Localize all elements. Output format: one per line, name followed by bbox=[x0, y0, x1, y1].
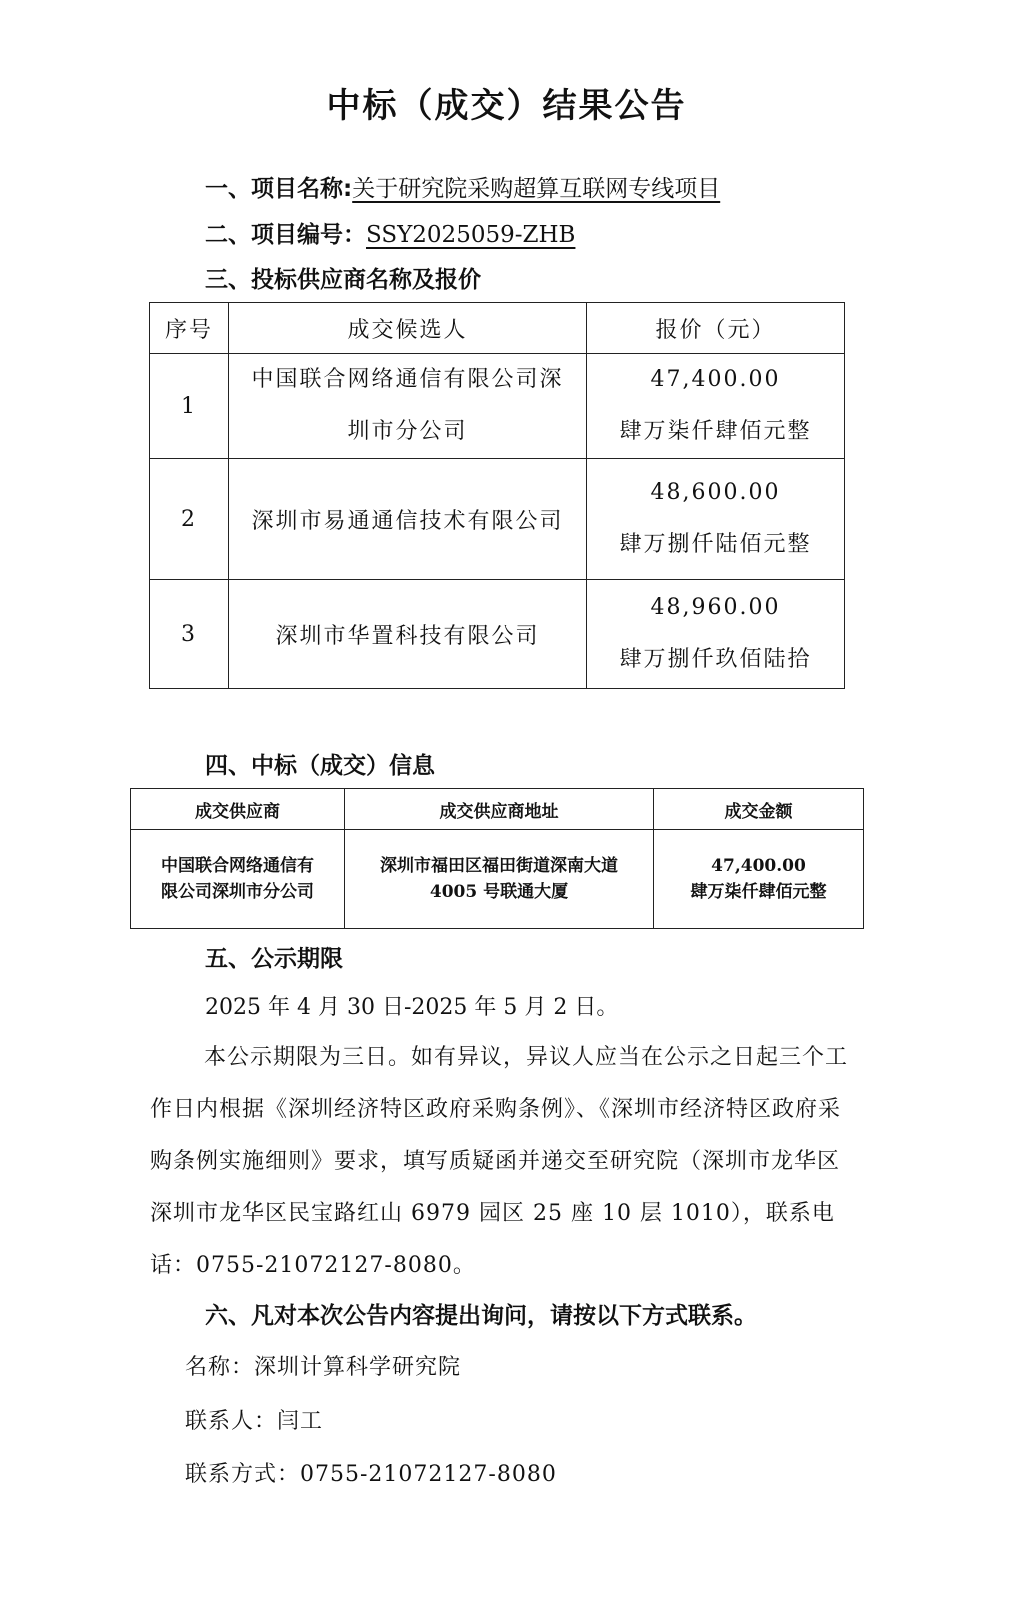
award-table-header bbox=[131, 789, 864, 830]
notice-period-dates: 2025 年 4 月 30 日-2025 年 5 月 2 日。 bbox=[205, 995, 619, 1020]
bid-section-heading: 三、投标供应商名称及报价 bbox=[205, 267, 481, 293]
bid-price bbox=[587, 459, 845, 580]
bid-amount: 47,400.00 bbox=[650, 367, 781, 392]
award-supplier bbox=[131, 830, 345, 929]
award-header-address: 成交供应商地址 bbox=[345, 789, 654, 830]
award-table bbox=[130, 788, 864, 929]
notice-period-heading: 五、公示期限 bbox=[205, 946, 343, 972]
bid-header-name: 成交候选人 bbox=[229, 303, 587, 354]
bid-table-header bbox=[150, 303, 845, 354]
contact-phone: 联系方式：0755-21072127-8080 bbox=[185, 1462, 557, 1487]
bid-supplier-line: 圳市分公司 bbox=[347, 419, 468, 444]
bid-table bbox=[149, 302, 845, 689]
contact-name: 名称：深圳计算科学研究院 bbox=[185, 1355, 462, 1380]
project-name-row bbox=[205, 170, 720, 203]
award-address-line: 深圳市福田区福田街道深南大道 bbox=[380, 856, 618, 876]
bid-header-price: 报价（元） bbox=[587, 303, 845, 354]
bid-supplier bbox=[229, 580, 587, 689]
bid-amount: 48,960.00 bbox=[650, 595, 781, 620]
page-title: 中标（成交）结果公告 bbox=[326, 86, 687, 126]
project-name-value: 关于研究院采购超算互联网专线项目 bbox=[352, 176, 721, 202]
bid-price bbox=[587, 580, 845, 689]
table-row bbox=[150, 580, 845, 689]
bid-supplier-line: 中国联合网络通信有限公司深 bbox=[251, 367, 564, 392]
bid-amount-words: 肆万捌仟玖佰陆拾 bbox=[619, 647, 812, 672]
award-amount: 47,400.00 bbox=[711, 856, 806, 876]
project-code-label: 二、项目编号： bbox=[205, 222, 366, 248]
bid-amount: 48,600.00 bbox=[650, 480, 781, 505]
project-name-label: 一、项目名称: bbox=[205, 176, 353, 202]
bid-header-no: 序号 bbox=[150, 303, 229, 354]
award-supplier-line: 限公司深圳市分公司 bbox=[161, 882, 314, 902]
table-row bbox=[131, 830, 864, 929]
award-supplier-line: 中国联合网络通信有 bbox=[161, 856, 314, 876]
table-row bbox=[150, 459, 845, 580]
bid-amount-words: 肆万柒仟肆佰元整 bbox=[619, 419, 812, 444]
bid-amount-words: 肆万捌仟陆佰元整 bbox=[619, 532, 812, 557]
contact-person: 联系人：闫工 bbox=[185, 1409, 324, 1434]
bid-no: 2 bbox=[150, 459, 229, 580]
table-row bbox=[150, 354, 845, 459]
bid-no: 1 bbox=[150, 354, 229, 459]
bid-supplier-line: 深圳市华置科技有限公司 bbox=[275, 623, 540, 649]
award-address bbox=[345, 830, 654, 929]
award-amount-cell bbox=[654, 830, 864, 929]
notice-period-text: 本公示期限为三日。如有异议，异议人应当在公示之日起三个工作日内根据《深圳经济特区政府采购条例》、《深圳市经济特区政府采购条例实施细则》要求，填写质疑函并递交至研究院（深圳市龙华区深圳市龙华区民宝路红山 6979 园区 25 座 10 层 1010），联系电话：0755-21072127-8080。 bbox=[150, 1045, 849, 1278]
award-address-line: 4005 号联通大厦 bbox=[429, 882, 569, 902]
project-code-row bbox=[205, 216, 575, 249]
bid-supplier bbox=[229, 459, 587, 580]
bid-supplier bbox=[229, 354, 587, 459]
project-code-value: SSY2025059-ZHB bbox=[366, 222, 576, 248]
bid-no: 3 bbox=[150, 580, 229, 689]
award-amount-words: 肆万柒仟肆佰元整 bbox=[690, 882, 827, 902]
contact-heading: 六、凡对本次公告内容提出询问，请按以下方式联系。 bbox=[205, 1303, 757, 1329]
award-header-amount: 成交金额 bbox=[654, 789, 864, 830]
award-header-supplier: 成交供应商 bbox=[131, 789, 345, 830]
bid-price bbox=[587, 354, 845, 459]
award-section-heading: 四、中标（成交）信息 bbox=[205, 753, 435, 779]
bid-supplier-line: 深圳市易通通信技术有限公司 bbox=[251, 508, 564, 534]
